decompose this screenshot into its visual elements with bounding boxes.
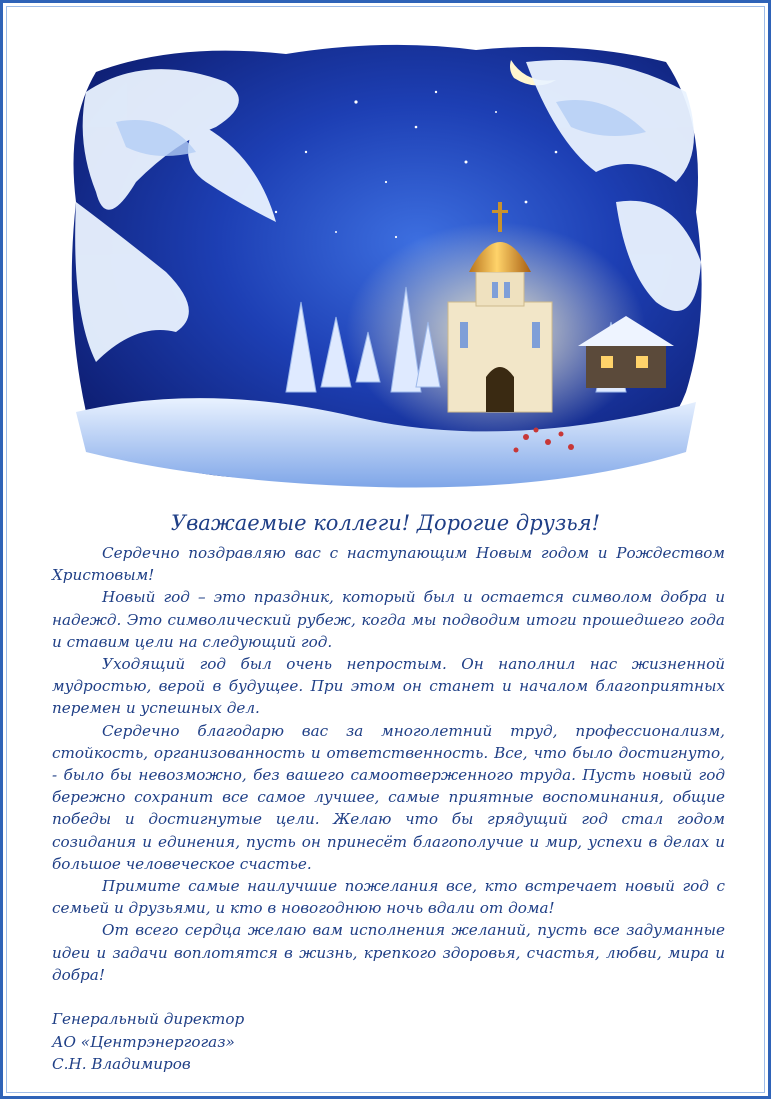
signature-position: Генеральный директор bbox=[52, 1010, 245, 1028]
paragraph-gratitude: Сердечно благодарю вас за многолетний труд, профессионализм, стойкость, организованность и ответственность. Все, что было достигнуто, - было бы невозможно, без вашего самоотверженного труда. Пусть новый год бережно сохранит все самое лучшее, самые приятные воспоминания, общие победы и достигнутые цели. Желаю что бы грядущий год стал годом созидания и единения, пусть он принесёт благополучие и мир, успехи в делах и большое человеческое счастье. bbox=[52, 721, 725, 873]
winter-church-illustration bbox=[56, 32, 716, 494]
letter-body bbox=[52, 542, 725, 986]
signature-name: С.Н. Владимиров bbox=[52, 1055, 191, 1073]
paragraph-outgoing-year: Уходящий год был очень непростым. Он наполнил нас жизненной мудростью, верой в будущее. При этом он станет и началом благоприятных перемен и успешных дел. bbox=[52, 655, 725, 718]
paragraph-new-year: Новый год – это праздник, который был и остается символом добра и надежд. Это символический рубеж, когда мы подводим итоги прошедшего года и ставим цели на следующий год. bbox=[52, 588, 725, 651]
paragraph-closing: От всего сердца желаю вам исполнения желаний, пусть все задуманные идеи и задачи воплотятся в жизнь, крепкого здоровья, счастья, любви, мира и добра! bbox=[52, 921, 725, 984]
signature-company: АО «Центрэнергогаз» bbox=[52, 1032, 235, 1051]
paragraph-greeting: Сердечно поздравляю вас с наступающим Новым годом и Рождеством Христовым! bbox=[52, 544, 725, 585]
paragraph-wishes: Примите самые наилучшие пожелания все, кто встречает новый год с семьей и друзьями, и кто в новогоднюю ночь вдали от дома! bbox=[52, 877, 725, 918]
signature-block bbox=[52, 1008, 452, 1076]
letter-heading: Уважаемые коллеги! Дорогие друзья! bbox=[170, 511, 601, 535]
